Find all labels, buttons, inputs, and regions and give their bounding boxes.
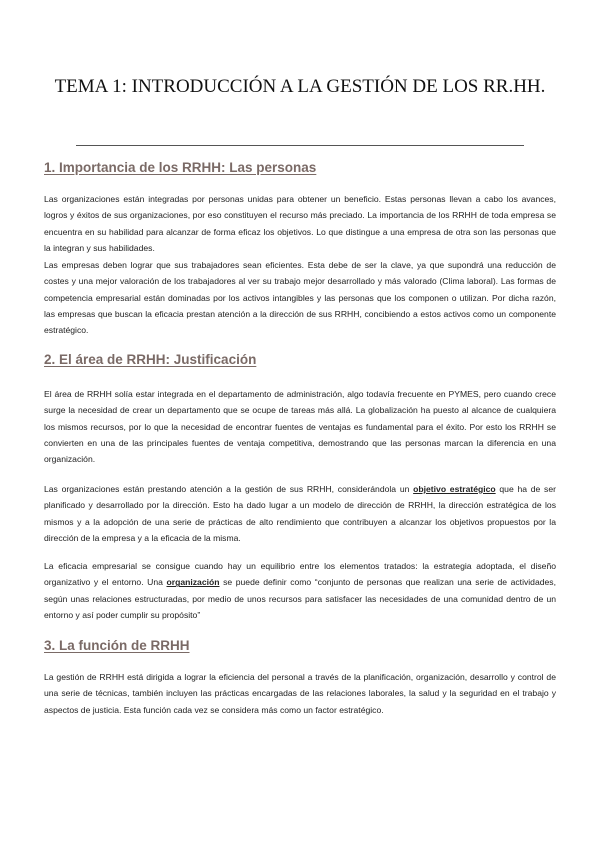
section-2-paragraph-3 <box>44 558 556 623</box>
paragraph-text: La eficacia empresarial se consigue cuando hay un equilibrio entre los elementos tratados: la estrategia adoptada, el diseño organizativo y el entorno. Una <box>44 561 556 588</box>
section-2-paragraph-1: El área de RRHH solía estar integrada en el departamento de administración, algo todavía frecuente en PYMES, pero cuando crece surge la necesidad de crear un departamento que se ocupe de tareas más allá. La globalización ha puesto al alcance de cualquiera los mismos recursos, por lo que la necesidad de encontrar fuentes de ventajas es fundamental para el éxito. Por esto los RRHH se convierten en una de las principales fuentes de ventaja competitiva, demostrando que las personas marcan la diferencia en una organización. <box>44 389 556 465</box>
title-divider <box>76 145 524 146</box>
paragraph-text: que ha de ser planificado y desarrollado por la dirección. Esto ha dado lugar a un modelo de dirección de RRHH, la dirección estratégica de los mismos y a la adopción de una serie de prácticas de alto rendimiento que contribuyen a alcanzar los objetivos propuestos por la dirección de la empresa y a la eficacia de la misma. <box>44 484 556 543</box>
section-2-heading: 2. El área de RRHH: Justificación <box>44 352 257 367</box>
section-1-paragraph-1: Las organizaciones están integradas por personas unidas para obtener un beneficio. Estas personas llevan a cabo los avances, logros y éxitos de sus organizaciones, por eso constituyen el recurso más preciado. La importancia de los RRHH de toda empresa se encuentra en su habilidad para alcanzar de forma eficaz los objetivos. Lo que distingue a una empresa de otra son las personas que la integran y sus habilidades. <box>44 194 556 253</box>
keyword-objetivo-estrategico: objetivo estratégico <box>413 484 496 494</box>
section-3-heading: 3. La función de RRHH <box>44 638 190 653</box>
paragraph-text: Las organizaciones están prestando atención a la gestión de sus RRHH, considerándola un <box>44 484 414 494</box>
section-3-paragraph-1: La gestión de RRHH está dirigida a lograr la eficiencia del personal a través de la planificación, organización, desarrollo y control de una serie de técnicas, también incluyen las prácticas encargadas de las relaciones laborales, la salud y la seguridad en el trabajo y aspectos de justicia. Esta función cada vez se considera más como un factor estratégico. <box>44 672 556 715</box>
document-title: TEMA 1: INTRODUCCIÓN A LA GESTIÓN DE LOS RR.HH. <box>54 76 546 97</box>
keyword-organizacion: organización <box>166 577 220 588</box>
section-1-heading: 1. Importancia de los RRHH: Las personas <box>44 160 317 175</box>
paragraph-text: se puede definir como “conjunto de personas que realizan una serie de actividades, según unas relaciones estructuradas, por medio de unos recursos para satisfacer las necesidades de una comunidad dentro de un entorno y así poder cumplir su propósito” <box>44 577 556 620</box>
section-1-paragraph-2: Las empresas deben lograr que sus trabajadores sean eficientes. Esta debe de ser la clave, ya que supondrá una reducción de costes y una mejor valoración de los trabajadores al ver su trabajo mejor desarrollado y más valorado (Clima laboral). Las formas de competencia empresarial están dominadas por los activos intangibles y las personas que los componen o utilizan. Por dicha razón, las empresas que buscan la eficacia prestan atención a la dirección de sus RRHH, concibiendo a estos activos como un componente estratégico. <box>44 260 556 336</box>
section-2-paragraph-2 <box>44 481 556 546</box>
